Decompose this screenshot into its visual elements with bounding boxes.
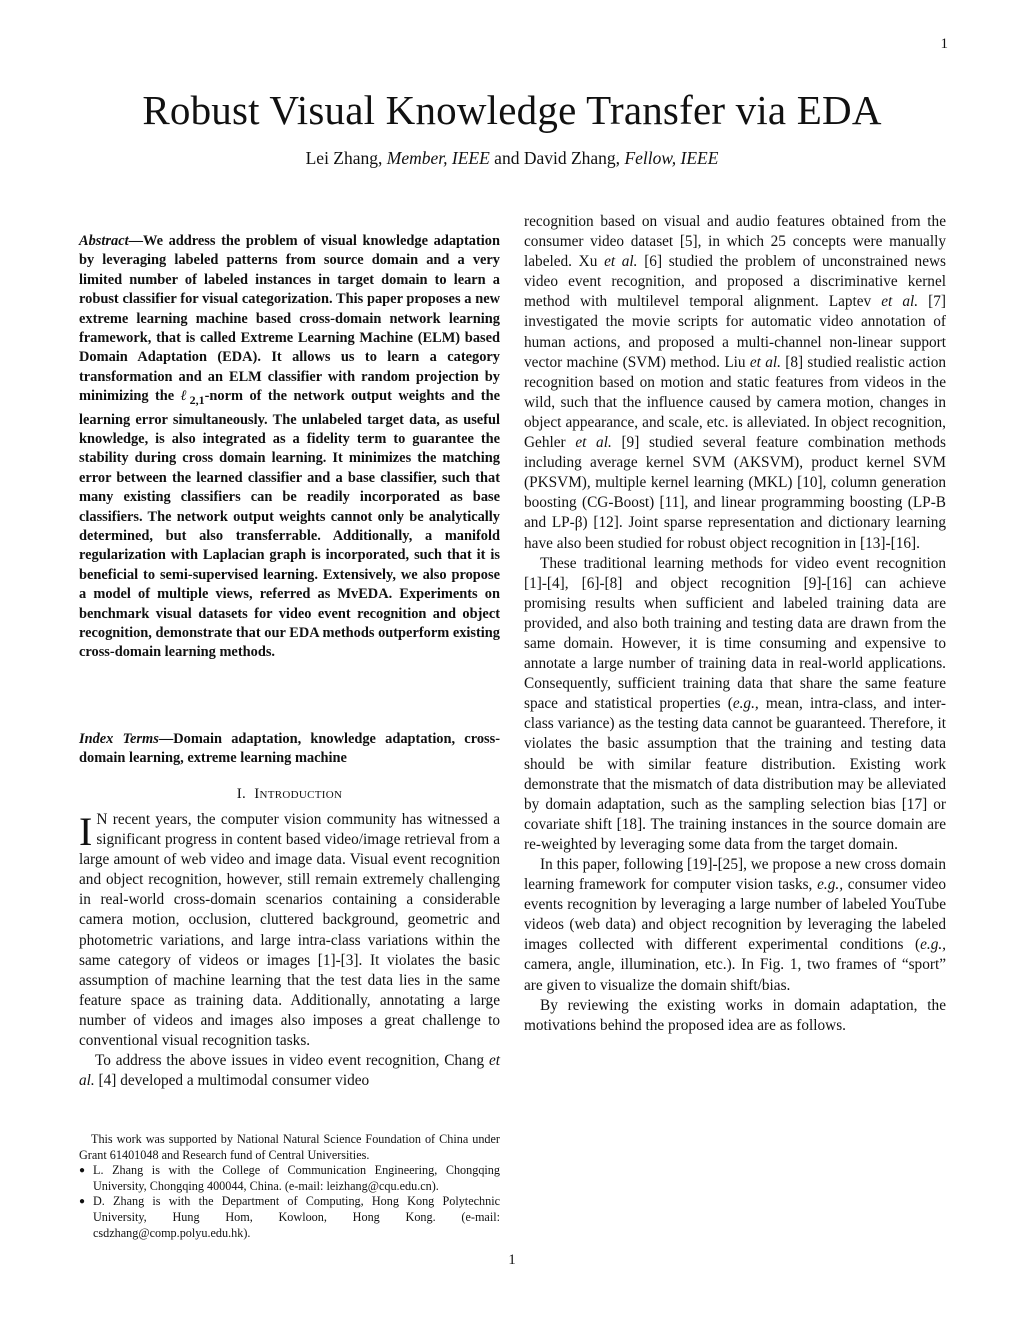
rp3-eg-1: e.g., bbox=[817, 876, 844, 894]
index-terms-label: Index Terms bbox=[79, 731, 159, 747]
rp1-d: [8] studied realistic action recognition based on motion and static features from videos in the wild, such that the influence caused by camera motion, changes in object appearance, and scale, etc. is alleviated. In object recognition, Gehler bbox=[524, 353, 946, 452]
footnote-affiliation-1 bbox=[79, 1163, 500, 1194]
abstract-text-part2: -norm of the network output weights and the learning error simultaneously. The unlabeled target data, as useful knowledge, is also integrated as a fidelity term to guarantee the stability during cross domain learning. It minimizes the matching error between the learned classifier and a base classifier, such that many existing classifiers can be readily incorporated as base classifiers. The network output weights cannot only be analytically determined, but also transferrable. Additionally, a manifold regularization with Laplacian graph is incorporated, such that it is beneficial to semi-supervised learning. Extensively, we also propose a model of multiple views, referred as MvEDA. Experiments on benchmark visual datasets for video event recognition and object recognition, demonstrate that our EDA methods outperform existing cross-domain learning methods. bbox=[79, 388, 500, 661]
rp3-c: camera, angle, illumination, etc.). In Fig. 1, two frames of “sport” are given to visualize the domain shift/bias. bbox=[524, 956, 946, 994]
rp3-a: In this paper, following [19]-[25], we propose a new cross domain learning framework for computer vision tasks, bbox=[524, 856, 946, 894]
norm-subscript: 2,1 bbox=[189, 393, 205, 408]
right-paragraph-4: By reviewing the existing works in domain adaptation, the motivations behind the proposed idea are as follows. bbox=[524, 996, 946, 1034]
rp1-a: recognition based on visual and audio features obtained from the consumer video dataset [5], in which 25 concepts were manually labeled. Xu bbox=[524, 213, 946, 271]
intro-paragraph-1-text: N recent years, the computer vision community has witnessed a significant progress in content based video/image retrieval from a large amount of web video and image data. Visual event recognition and object recognition, however, still remain extremely challenging in real-world cross-domain scenarios containing a considerable camera motion, occlusion, cluttered background, geometric and photometric variations, and large intra-class variations within the same category of videos or images [1]-[3]. It violates the basic assumption of machine learning that the test data lies in the same feature space as training data. Additionally, annotating a large number of videos and images also imposes a great challenge to conventional visual recognition tasks. bbox=[79, 811, 500, 1050]
rp1-etal-3: et al. bbox=[749, 353, 781, 371]
rp1-c: [7] investigated the movie scripts for automatic video annotation of human actions, and proposed a multi-channel non-linear support vector machine (SVM) method. Liu bbox=[524, 293, 946, 371]
section-heading-introduction bbox=[79, 786, 500, 803]
drop-cap: I bbox=[79, 809, 93, 854]
right-paragraph-2 bbox=[524, 554, 946, 855]
author-1-name: Lei Zhang, bbox=[305, 148, 383, 168]
author-2-name: David Zhang, bbox=[523, 148, 621, 168]
rp3-b: consumer video events recognition by leveraging a large number of labeled YouTube videos (web data) and object recognition by leveraging the labeled images collected with different experimental conditions ( bbox=[524, 876, 946, 954]
right-paragraph-1 bbox=[524, 212, 946, 554]
abstract-label: Abstract bbox=[79, 233, 129, 249]
intro-paragraph-2 bbox=[79, 1051, 500, 1091]
section-number: I. bbox=[236, 786, 247, 802]
index-terms-dash: — bbox=[158, 731, 174, 747]
rp3-eg-2: e.g., bbox=[920, 936, 946, 954]
right-column-body bbox=[524, 212, 946, 1036]
index-terms bbox=[79, 730, 500, 769]
footnotes bbox=[79, 1132, 500, 1241]
abstract-text-part1: We address the problem of visual knowledge adaptation by leveraging labeled patterns from source domain and a very limited number of labeled instances in target domain to learn a robust classifier for visual categorization. This paper proposes a new extreme learning machine based cross-domain network learning framework, that is called Extreme Learning Machine (ELM) based Domain Adaptation (EDA). It allows us to learn a category transformation and an ELM classifier with random projection by minimizing the bbox=[79, 233, 500, 405]
author-line bbox=[0, 148, 1024, 169]
footnote-affiliation-2-text: D. Zhang is with the Department of Computing, Hong Kong Polytechnic University, Hung Hom, Kowloon, Hong Kong. (e-mail: csdzhang@comp.polyu.edu.hk). bbox=[93, 1194, 500, 1240]
norm-symbol: ℓ bbox=[180, 388, 190, 405]
author-1-role: Member, IEEE bbox=[386, 148, 490, 168]
introduction-body bbox=[79, 810, 500, 1091]
abstract-dash: — bbox=[128, 233, 143, 249]
bullet-icon: ● bbox=[79, 1165, 86, 1177]
intro-paragraph-1 bbox=[79, 810, 500, 1051]
header-page-number: 1 bbox=[940, 36, 948, 52]
paper-title: Robust Visual Knowledge Transfer via EDA bbox=[142, 87, 882, 133]
author-conjunction: and bbox=[494, 148, 520, 168]
rp2-b: mean, intra-class, and inter-class variance) as the testing data cannot be guaranteed. Therefore, it violates the basic assumption that the training and testing data should be with similar feature distribution. Existing work demonstrate that the mismatch of data distribution may be alleviated by domain adaptation, such as the sampling selection bias [17] or covariate shift [18]. The training instances in the source domain are re-weighted by leveraging some data from the target domain. bbox=[524, 695, 946, 853]
footnote-affiliation-2 bbox=[79, 1194, 500, 1241]
rp2-a: These traditional learning methods for video event recognition [1]-[4], [6]-[8] and object recognition [9]-[16] can achieve promising results when sufficient and labeled training data are provided, and also both training and testing data are drawn from the same domain. However, it is time consuming and expensive to annotate a large number of training data in real-world applications. Consequently, sufficient training data that share the same feature space and statistical properties ( bbox=[524, 554, 946, 713]
rp1-etal-1: et al. bbox=[604, 253, 638, 271]
rp1-b: [6] studied the problem of unconstrained news video event recognition, and proposed a discriminative kernel method with multilevel temporal alignment. Laptev bbox=[524, 253, 946, 311]
section-title: Introduction bbox=[254, 786, 343, 802]
abstract bbox=[79, 232, 500, 663]
footer-page-number: 1 bbox=[508, 1252, 516, 1268]
index-terms-text: Domain adaptation, knowledge adaptation, cross-domain learning, extreme learning machine bbox=[79, 731, 501, 767]
intro-p2-text-a: To address the above issues in video event recognition, Chang bbox=[95, 1052, 489, 1070]
rp2-eg: e.g., bbox=[732, 695, 759, 713]
rp1-e: [9] studied several feature combination methods including average kernel SVM (AKSVM), product kernel SVM (PKSVM), multiple kernel learning (MKL) [10], column generation boosting (CG-Boost) [11], and linear programming boosting (LP-B and LP-β) [12]. Joint sparse representation and dictionary learning have also been studied for robust object recognition in [13]-[16]. bbox=[524, 434, 946, 552]
right-paragraph-3 bbox=[524, 855, 946, 996]
rp1-etal-2: et al. bbox=[881, 293, 919, 311]
intro-p2-etal: et al. bbox=[79, 1052, 500, 1090]
bullet-icon: ● bbox=[79, 1196, 86, 1208]
rp1-etal-4: et al. bbox=[575, 434, 612, 452]
author-2-role: Fellow, IEEE bbox=[624, 148, 719, 168]
footnote-rule bbox=[79, 1124, 279, 1126]
footnote-funding: This work was supported by National Natural Science Foundation of China under Grant 61401048 and Research fund of Central Universities. bbox=[79, 1132, 500, 1162]
intro-p2-text-b: [4] developed a multimodal consumer video bbox=[94, 1072, 370, 1090]
footnote-affiliation-1-text: L. Zhang is with the College of Communication Engineering, Chongqing University, Chongqing 400044, China. (e-mail: leizhang@cqu.edu.cn). bbox=[93, 1163, 500, 1193]
